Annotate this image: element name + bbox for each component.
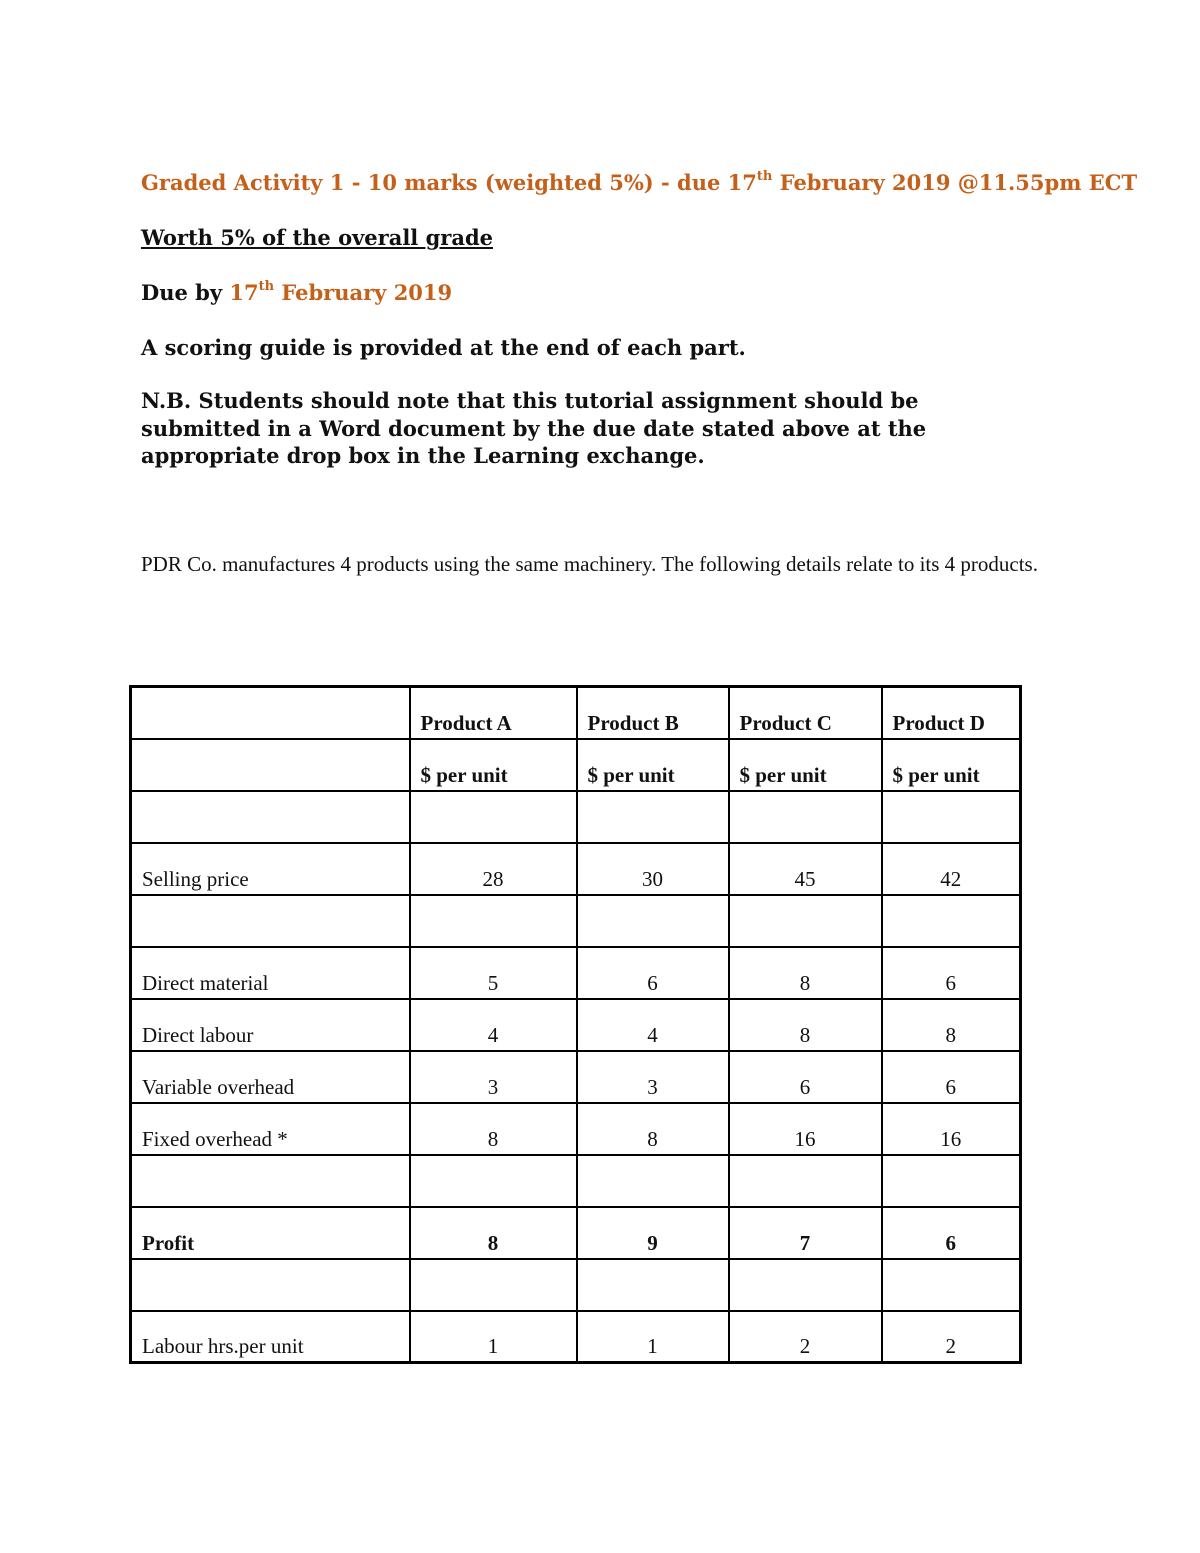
due-ordinal: th (258, 279, 275, 294)
heading-text: Graded Activity 1 - 10 marks (weighted 5%) - due 17 (141, 170, 757, 195)
unit-header: $ per unit (729, 739, 882, 791)
value-cell: 2 (882, 1311, 1021, 1363)
value-cell: 9 (577, 1207, 729, 1259)
row-label: Fixed overhead * (131, 1103, 410, 1155)
value-cell: 28 (410, 843, 577, 895)
row-label: Direct material (131, 947, 410, 999)
product-cost-table (129, 685, 1022, 1364)
value-cell: 5 (410, 947, 577, 999)
row-label: Profit (131, 1207, 410, 1259)
value-cell: 8 (410, 1207, 577, 1259)
product-header: Product C (729, 687, 882, 739)
table-row-variable-overhead (131, 1051, 1021, 1103)
table-row-direct-labour (131, 999, 1021, 1051)
value-cell: 3 (577, 1051, 729, 1103)
due-line (141, 279, 452, 307)
table-cell (131, 687, 410, 739)
value-cell: 7 (729, 1207, 882, 1259)
table-row-empty (131, 895, 1021, 947)
product-header: Product A (410, 687, 577, 739)
unit-header: $ per unit (410, 739, 577, 791)
nb-note: N.B. Students should note that this tutorial assignment should be submitted in a Word document by the due date stated above at the appropriate drop box in the Learning exchange. (141, 388, 927, 468)
value-cell: 30 (577, 843, 729, 895)
value-cell: 6 (729, 1051, 882, 1103)
row-label: Direct labour (131, 999, 410, 1051)
value-cell: 8 (577, 1103, 729, 1155)
due-day: 17 (229, 280, 259, 305)
due-date (229, 280, 452, 305)
value-cell: 8 (882, 999, 1021, 1051)
product-header: Product B (577, 687, 729, 739)
unit-header: $ per unit (882, 739, 1021, 791)
scoring-note: A scoring guide is provided at the end of each part. (141, 335, 746, 360)
product-header: Product D (882, 687, 1021, 739)
row-label: Labour hrs.per unit (131, 1311, 410, 1363)
value-cell: 42 (882, 843, 1021, 895)
value-cell: 1 (410, 1311, 577, 1363)
value-cell: 3 (410, 1051, 577, 1103)
table-row-products (131, 687, 1021, 739)
table-row-profit (131, 1207, 1021, 1259)
value-cell: 6 (882, 947, 1021, 999)
table-row-units (131, 739, 1021, 791)
due-month-year: February 2019 (274, 280, 453, 305)
value-cell: 4 (577, 999, 729, 1051)
value-cell: 4 (410, 999, 577, 1051)
table-row-fixed-overhead (131, 1103, 1021, 1155)
assignment-heading (141, 169, 1137, 197)
value-cell: 8 (410, 1103, 577, 1155)
table-row-empty (131, 1259, 1021, 1311)
heading-text-end: February 2019 @11.55pm ECT (772, 170, 1138, 195)
value-cell: 16 (729, 1103, 882, 1155)
table-row-labour-hours (131, 1311, 1021, 1363)
table-cell (131, 739, 410, 791)
heading-ordinal: th (756, 169, 773, 184)
table-row-empty (131, 1155, 1021, 1207)
value-cell: 8 (729, 947, 882, 999)
intro-paragraph: PDR Co. manufactures 4 products using the same machinery. The following details relate to its 4 products. (141, 552, 1038, 576)
table-row-empty (131, 791, 1021, 843)
value-cell: 16 (882, 1103, 1021, 1155)
value-cell: 6 (577, 947, 729, 999)
value-cell: 45 (729, 843, 882, 895)
due-label: Due by (141, 280, 230, 305)
value-cell: 6 (882, 1051, 1021, 1103)
row-label: Variable overhead (131, 1051, 410, 1103)
value-cell: 2 (729, 1311, 882, 1363)
worth-line: Worth 5% of the overall grade (141, 225, 493, 250)
table-row-direct-material (131, 947, 1021, 999)
row-label: Selling price (131, 843, 410, 895)
value-cell: 6 (882, 1207, 1021, 1259)
unit-header: $ per unit (577, 739, 729, 791)
value-cell: 1 (577, 1311, 729, 1363)
value-cell: 8 (729, 999, 882, 1051)
table-row-selling-price (131, 843, 1021, 895)
